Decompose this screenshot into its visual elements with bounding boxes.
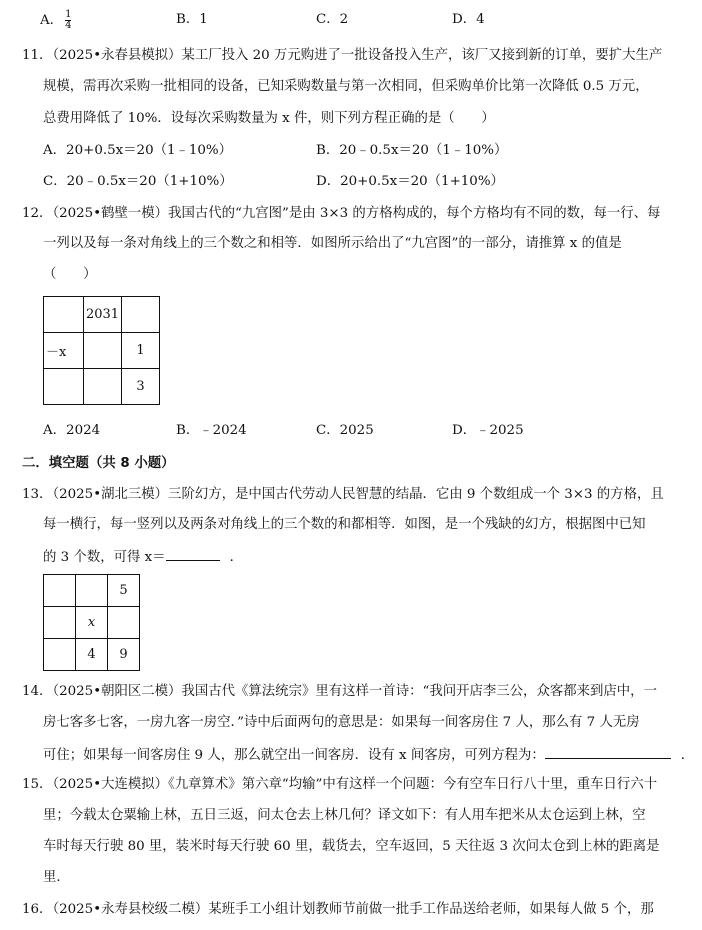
q11-option-b: B．20﹣0.5x＝20（1﹣10%） (316, 143, 508, 158)
grid-cell (108, 607, 140, 639)
q11-option-d: D．20+0.5x＝20（1+10%） (316, 174, 504, 189)
grid-cell (44, 639, 76, 671)
q14-text-line-3-content: 可住；如果每一间客房住 9 人，那么就空出一间客房．设有 x 间客房，可列方程为： (43, 748, 545, 763)
section-heading: 二．填空题（共 8 小题） (22, 456, 175, 471)
q11-option-c: C．20﹣0.5x＝20（1+10%） (43, 174, 233, 189)
q12-option-a: A．2024 (43, 423, 101, 438)
q11-text-line-1: 11．（2025•永春县模拟）某工厂投入 20 万元购进了一批设备投入生产，该厂又接到新的订单，要扩大生产 (22, 48, 663, 63)
q12-option-d: D．﹣2025 (452, 423, 524, 438)
grid-cell (44, 369, 84, 405)
grid-cell (44, 575, 76, 607)
q11-text-line-2: 规模，需再次采购一批相同的设备，已知采购数量与第一次相同，但采购单价比第一次降低 0.5 万元， (43, 79, 649, 94)
grid-cell: 2031 (84, 297, 122, 333)
q13-text-line-3 (43, 546, 243, 568)
q13-magic-square (43, 574, 140, 671)
grid-cell (44, 607, 76, 639)
q15-text-line-3: 车时每天行驶 80 里，装米时每天行驶 60 里，载货去，空车返回，5 天往返 3 次问太仓到上林的距离是 (43, 839, 660, 854)
answer-blank (166, 546, 220, 561)
fraction (65, 10, 71, 31)
q10-option-a (40, 10, 71, 31)
grid-cell: 9 (108, 639, 140, 671)
q14-text-line-3 (43, 744, 694, 766)
q10-option-a-prefix: A． (40, 13, 64, 28)
grid-cell: 5 (108, 575, 140, 607)
fraction-numerator: 1 (65, 9, 72, 20)
q15-text-line-1: 15．（2025•大连模拟）《九章算术》第六章“均输”中有这样一个问题：今有空车日行八十里，重车日行六十 (22, 777, 658, 792)
fraction-denominator: 4 (65, 20, 72, 31)
grid-cell: 3 (122, 369, 160, 405)
q13-text-line-1: 13．（2025•湖北三模）三阶幻方，是中国古代劳动人民智慧的结晶．它由 9 个数组成一个 3×3 的方格，且 (22, 487, 664, 502)
grid-cell: x (76, 607, 108, 639)
q12-option-c: C．2025 (316, 423, 374, 438)
q10-option-c: C．2 (316, 12, 349, 27)
grid-cell: －x (44, 333, 84, 369)
q10-option-d: D．4 (452, 12, 485, 27)
q12-option-b: B．﹣2024 (176, 423, 247, 438)
grid-cell (84, 369, 122, 405)
q14-text-line-3-end: ． (680, 748, 695, 763)
grid-cell: 1 (122, 333, 160, 369)
q13-text-line-3-end: ． (229, 550, 243, 565)
q11-text-line-3: 总费用降低了 10%．设每次采购数量为 x 件，则下列方程正确的是（ ） (43, 111, 495, 126)
q14-text-line-1: 14．（2025•朝阳区二模）我国古代《算法统宗》里有这样一首诗：“我问开店李三公，众客都来到店中，一 (22, 684, 657, 699)
grid-cell (76, 575, 108, 607)
q12-text-line-2: 一列以及每一条对角线上的三个数之和相等．如图所示给出了“九宫图”的一部分，请推算 x 的值是 (43, 236, 622, 251)
answer-blank (545, 744, 671, 759)
q15-text-line-2: 里；今载太仓粟输上林，五日三返，问太仓去上林几何？译文如下：有人用车把米从太仓运到上林，空 (43, 808, 646, 823)
q12-text-line-1: 12．（2025•鹤壁一模）我国古代的“九宫图”是由 3×3 的方格构成的，每个方格均有不同的数，每一行、每 (22, 206, 661, 221)
q15-text-line-4: 里． (43, 870, 70, 885)
q12-magic-square (43, 296, 160, 405)
q16-text-line-1: 16．（2025•永寿县校级二模）某班手工小组计划教师节前做一批手工作品送给老师，如果每人做 5 个，那 (22, 902, 654, 917)
grid-cell: 4 (76, 639, 108, 671)
q10-option-b: B．1 (176, 12, 208, 27)
q12-text-line-3: （ ） (43, 267, 97, 282)
q14-text-line-2: 房七客多七客，一房九客一房空．”诗中后面两句的意思是：如果每一间客房住 7 人，那么有 7 人无房 (43, 715, 640, 730)
grid-cell (122, 297, 160, 333)
q13-text-line-3-content: 的 3 个数，可得 x＝ (43, 550, 166, 565)
q13-text-line-2: 每一横行，每一竖列以及两条对角线上的三个数的和都相等．如图，是一个残缺的幻方，根据图中已知 (43, 517, 646, 532)
grid-cell (44, 297, 84, 333)
grid-cell (84, 333, 122, 369)
q11-option-a: A．20+0.5x＝20（1﹣10%） (43, 143, 233, 158)
